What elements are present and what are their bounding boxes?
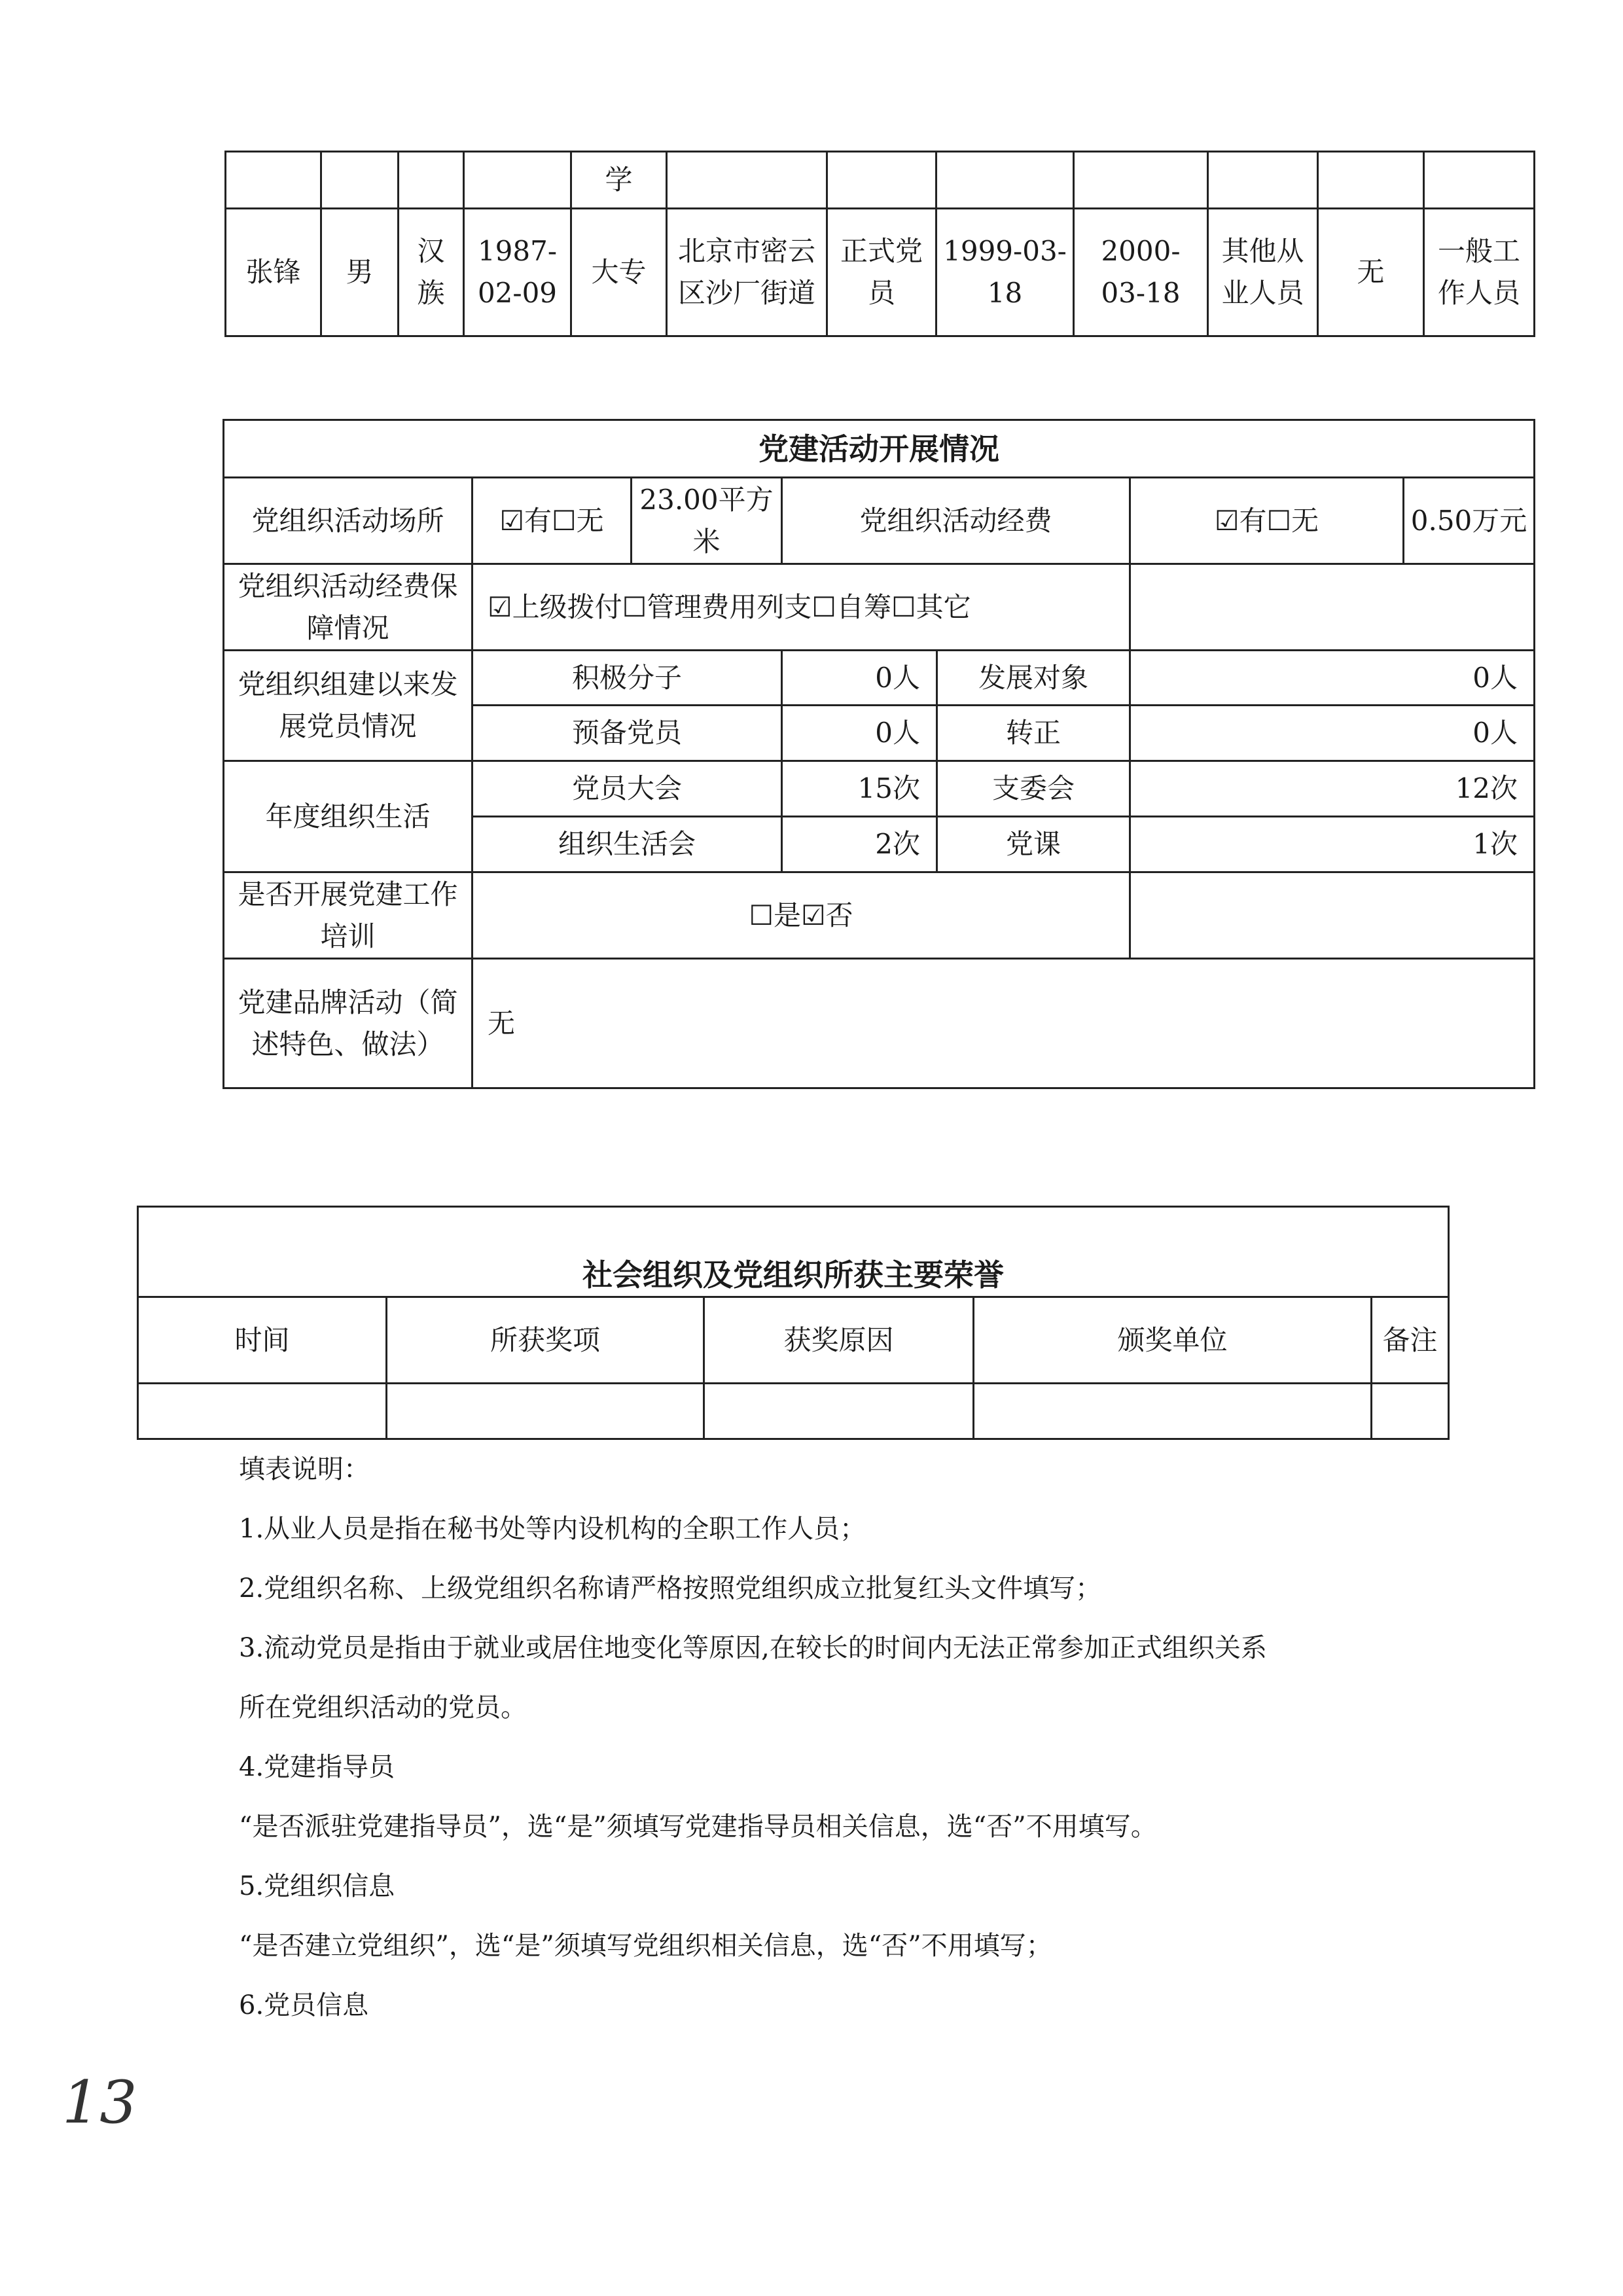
notes-line: 3.流动党员是指由于就业或居住地变化等原因,在较长的时间内无法正常参加正式组织关系	[239, 1633, 1267, 1663]
member-regular-date: 2000-03-18	[1074, 209, 1208, 336]
funding-source-options: ☑上级拨付☐管理费用列支☐自筹☐其它	[473, 564, 1130, 651]
honors-empty-row	[138, 1384, 1449, 1439]
general-meeting-value: 15次	[782, 761, 937, 817]
member-birth-date: 1987-02-09	[464, 209, 571, 336]
member-table	[224, 151, 1535, 337]
notes-line: 5.党组织信息	[239, 1871, 395, 1901]
notes-heading: 填表说明：	[239, 1454, 370, 1484]
member-gender: 男	[321, 209, 399, 336]
general-meeting-label: 党员大会	[473, 761, 782, 817]
probationary-label: 预备党员	[473, 706, 782, 761]
regularized-label: 转正	[937, 706, 1130, 761]
activity-table-title: 党建活动开展情况	[224, 420, 1535, 478]
brand-value: 无	[473, 959, 1535, 1088]
member-job-role: 一般工作人员	[1424, 209, 1535, 336]
party-class-label: 党课	[937, 817, 1130, 872]
honors-table-title: 社会组织及党组织所获主要荣誉	[138, 1207, 1449, 1297]
annual-life-label: 年度组织生活	[224, 761, 473, 872]
probationary-value: 0人	[782, 706, 937, 761]
committee-value: 12次	[1130, 761, 1535, 817]
life-meeting-value: 2次	[782, 817, 937, 872]
candidates-value: 0人	[1130, 651, 1535, 706]
notes-line: 2.党组织名称、上级党组织名称请严格按照党组织成立批复红头文件填写；	[239, 1573, 1102, 1604]
training-label: 是否开展党建工作培训	[224, 872, 473, 959]
honors-table	[137, 1206, 1450, 1440]
activists-label: 积极分子	[473, 651, 782, 706]
member-row	[226, 209, 1535, 336]
filling-notes	[239, 1440, 1482, 2036]
training-options: ☐是☑否	[473, 872, 1130, 959]
notes-line: 6.党员信息	[239, 1990, 369, 2020]
honors-header-issuer: 颁奖单位	[974, 1297, 1372, 1384]
brand-label: 党建品牌活动（简述特色、做法）	[224, 959, 473, 1088]
member-ethnicity: 汉族	[399, 209, 464, 336]
activity-table	[223, 419, 1535, 1089]
venue-label: 党组织活动场所	[224, 478, 473, 564]
venue-option: ☑有☐无	[473, 478, 632, 564]
member-party-status: 正式党员	[827, 209, 936, 336]
activists-value: 0人	[782, 651, 937, 706]
committee-label: 支委会	[937, 761, 1130, 817]
notes-line: 4.党建指导员	[239, 1752, 395, 1782]
member-education: 大专	[571, 209, 667, 336]
funding-source-label: 党组织活动经费保障情况	[224, 564, 473, 651]
funding-amount: 0.50万元	[1404, 478, 1535, 564]
member-name: 张锋	[226, 209, 321, 336]
notes-line: 所在党组织活动的党员。	[239, 1693, 527, 1723]
member-address: 北京市密云区沙厂街道	[667, 209, 827, 336]
funding-label: 党组织活动经费	[782, 478, 1130, 564]
header-fragment: 学	[571, 152, 667, 209]
honors-header-award: 所获奖项	[387, 1297, 704, 1384]
party-class-value: 1次	[1130, 817, 1535, 872]
honors-header-row	[138, 1297, 1449, 1384]
candidates-label: 发展对象	[937, 651, 1130, 706]
honors-header-reason: 获奖原因	[704, 1297, 974, 1384]
member-join-date: 1999-03-18	[936, 209, 1074, 336]
member-header-row	[226, 152, 1535, 209]
honors-header-remarks: 备注	[1372, 1297, 1449, 1384]
notes-line: 1.从业人员是指在秘书处等内设机构的全职工作人员；	[239, 1514, 866, 1544]
regularized-value: 0人	[1130, 706, 1535, 761]
member-staff-type: 其他从业人员	[1208, 209, 1318, 336]
development-label: 党组织组建以来发展党员情况	[224, 651, 473, 761]
page-number: 13	[62, 2068, 137, 2137]
notes-line: “是否派驻党建指导员”，选“是”须填写党建指导员相关信息，选“否”不用填写。	[239, 1812, 1157, 1842]
life-meeting-label: 组织生活会	[473, 817, 782, 872]
venue-area: 23.00平方米	[632, 478, 782, 564]
honors-header-time: 时间	[138, 1297, 387, 1384]
member-post: 无	[1318, 209, 1424, 336]
notes-line: “是否建立党组织”，选“是”须填写党组织相关信息，选“否”不用填写；	[239, 1931, 1052, 1961]
funding-option: ☑有☐无	[1130, 478, 1404, 564]
